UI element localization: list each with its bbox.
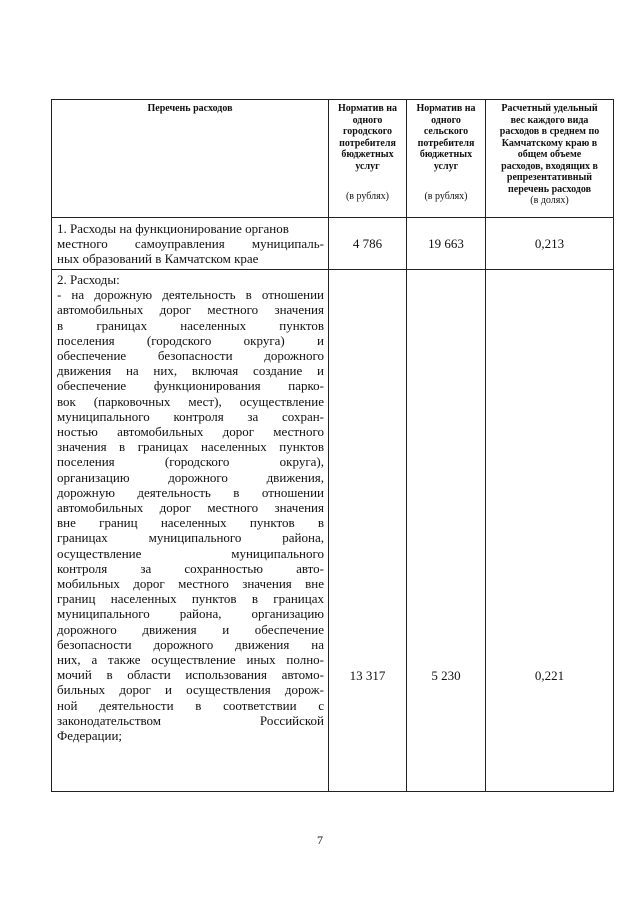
header-line: Норматив на bbox=[416, 103, 476, 114]
description-line: поселения (городского округа), bbox=[57, 454, 324, 470]
description-line: дорожного движения и обеспечение bbox=[57, 621, 324, 637]
header-urban-norm bbox=[329, 100, 407, 218]
rural-norm-value: 19 663 bbox=[407, 218, 486, 270]
header-rural-norm bbox=[407, 100, 486, 218]
description-line: дорожную деятельность в отношении bbox=[57, 484, 324, 500]
page-number: 7 bbox=[317, 833, 323, 847]
description-line: - на дорожную деятельность в отношении bbox=[57, 287, 324, 303]
description-line: поселения (городского округа) и bbox=[57, 332, 324, 348]
header-expense-list bbox=[52, 100, 329, 218]
header-line: Камчатскому краю в bbox=[501, 137, 598, 149]
header-line: репрезентативный bbox=[506, 172, 593, 183]
header-line: общем объеме bbox=[517, 149, 582, 160]
header-unit: (в рублях) bbox=[345, 191, 390, 202]
description-line: мобильных дорог местного значения вне bbox=[57, 576, 324, 592]
header-unit: (в рублях) bbox=[424, 191, 468, 202]
description-line: в границах населенных пунктов bbox=[57, 317, 324, 333]
description-line: осуществление муниципального bbox=[57, 545, 324, 561]
header-line: услуг bbox=[355, 160, 380, 172]
description-line: Федерации; bbox=[57, 728, 123, 744]
description-line: границ населенных пунктов в границах bbox=[57, 591, 324, 607]
header-line: сельского bbox=[423, 126, 469, 137]
description-line: муниципального района, организацию bbox=[57, 606, 324, 622]
expense-description bbox=[52, 218, 329, 270]
description-line: ностью автомобильных дорог местного bbox=[57, 424, 324, 440]
description-line: них, а также осуществление иных полно- bbox=[57, 652, 324, 668]
urban-norm-value: 13 317 bbox=[329, 270, 407, 792]
header-weight bbox=[486, 100, 614, 218]
header-line: расходов в среднем по bbox=[499, 126, 600, 137]
weight-value: 0,221 bbox=[486, 270, 614, 792]
header-line: бюджетных bbox=[419, 149, 473, 160]
header-line: расходов, входящих в bbox=[501, 160, 598, 172]
description-line: автомобильных дорог местного значения bbox=[57, 302, 324, 318]
description-line: вок (парковочных мест), осуществление bbox=[57, 393, 324, 409]
header-line: Перечень расходов bbox=[147, 103, 233, 114]
description-line: контроля за сохранностью авто- bbox=[57, 560, 324, 576]
description-line: 1. Расходы на функционирование органов bbox=[57, 221, 289, 236]
description-line: организацию дорожного движения, bbox=[57, 469, 324, 485]
rural-norm-value: 5 230 bbox=[407, 270, 486, 792]
header-line: Норматив на bbox=[337, 103, 397, 114]
header-line: вес каждого вида bbox=[510, 114, 589, 126]
header-line: перечень расходов bbox=[508, 183, 591, 195]
urban-norm-value: 4 786 bbox=[329, 218, 407, 270]
description-line: границах муниципального района, bbox=[57, 530, 324, 546]
header-line: городского bbox=[343, 126, 392, 137]
weight-value: 0,213 bbox=[486, 218, 614, 270]
description-line: безопасности дорожного движения на bbox=[57, 636, 324, 652]
description-line: вне границ населенных пунктов в bbox=[57, 515, 324, 531]
header-line: Расчетный удельный bbox=[501, 103, 598, 114]
description-line: обеспечение безопасности дорожного bbox=[57, 348, 324, 364]
header-line: одного bbox=[352, 114, 383, 126]
description-line: 2. Расходы: bbox=[57, 272, 120, 287]
description-line: автомобильных дорог местного значения bbox=[57, 500, 324, 516]
description-line: местного самоуправления муниципаль- bbox=[57, 236, 324, 252]
description-line: муниципального контроля за сохран- bbox=[57, 408, 324, 424]
header-line: бюджетных bbox=[341, 149, 394, 160]
header-line: одного bbox=[431, 114, 461, 126]
description-line: бильных дорог и осуществления дорож- bbox=[57, 682, 324, 698]
table-row bbox=[52, 218, 614, 270]
expense-description bbox=[52, 270, 329, 792]
header-unit: (в долях) bbox=[530, 195, 569, 206]
header-line: услуг bbox=[433, 160, 459, 172]
header-line: потребителя bbox=[417, 137, 475, 149]
description-line: движения на них, включая создание и bbox=[57, 363, 324, 379]
expenses-table bbox=[51, 99, 614, 792]
description-line: обеспечение функционирования парко- bbox=[57, 378, 324, 394]
header-line: потребителя bbox=[339, 137, 396, 149]
description-line: законодательством Российской bbox=[57, 712, 324, 728]
table-row bbox=[52, 270, 614, 792]
description-line: мочий в области использования автомо- bbox=[57, 667, 324, 683]
table-header-row bbox=[52, 100, 614, 218]
description-line: ной деятельности в соответствии с bbox=[57, 697, 324, 713]
description-line: ных образований в Камчатском крае bbox=[57, 251, 259, 267]
description-line: значения в границах населенных пунктов bbox=[57, 439, 324, 455]
